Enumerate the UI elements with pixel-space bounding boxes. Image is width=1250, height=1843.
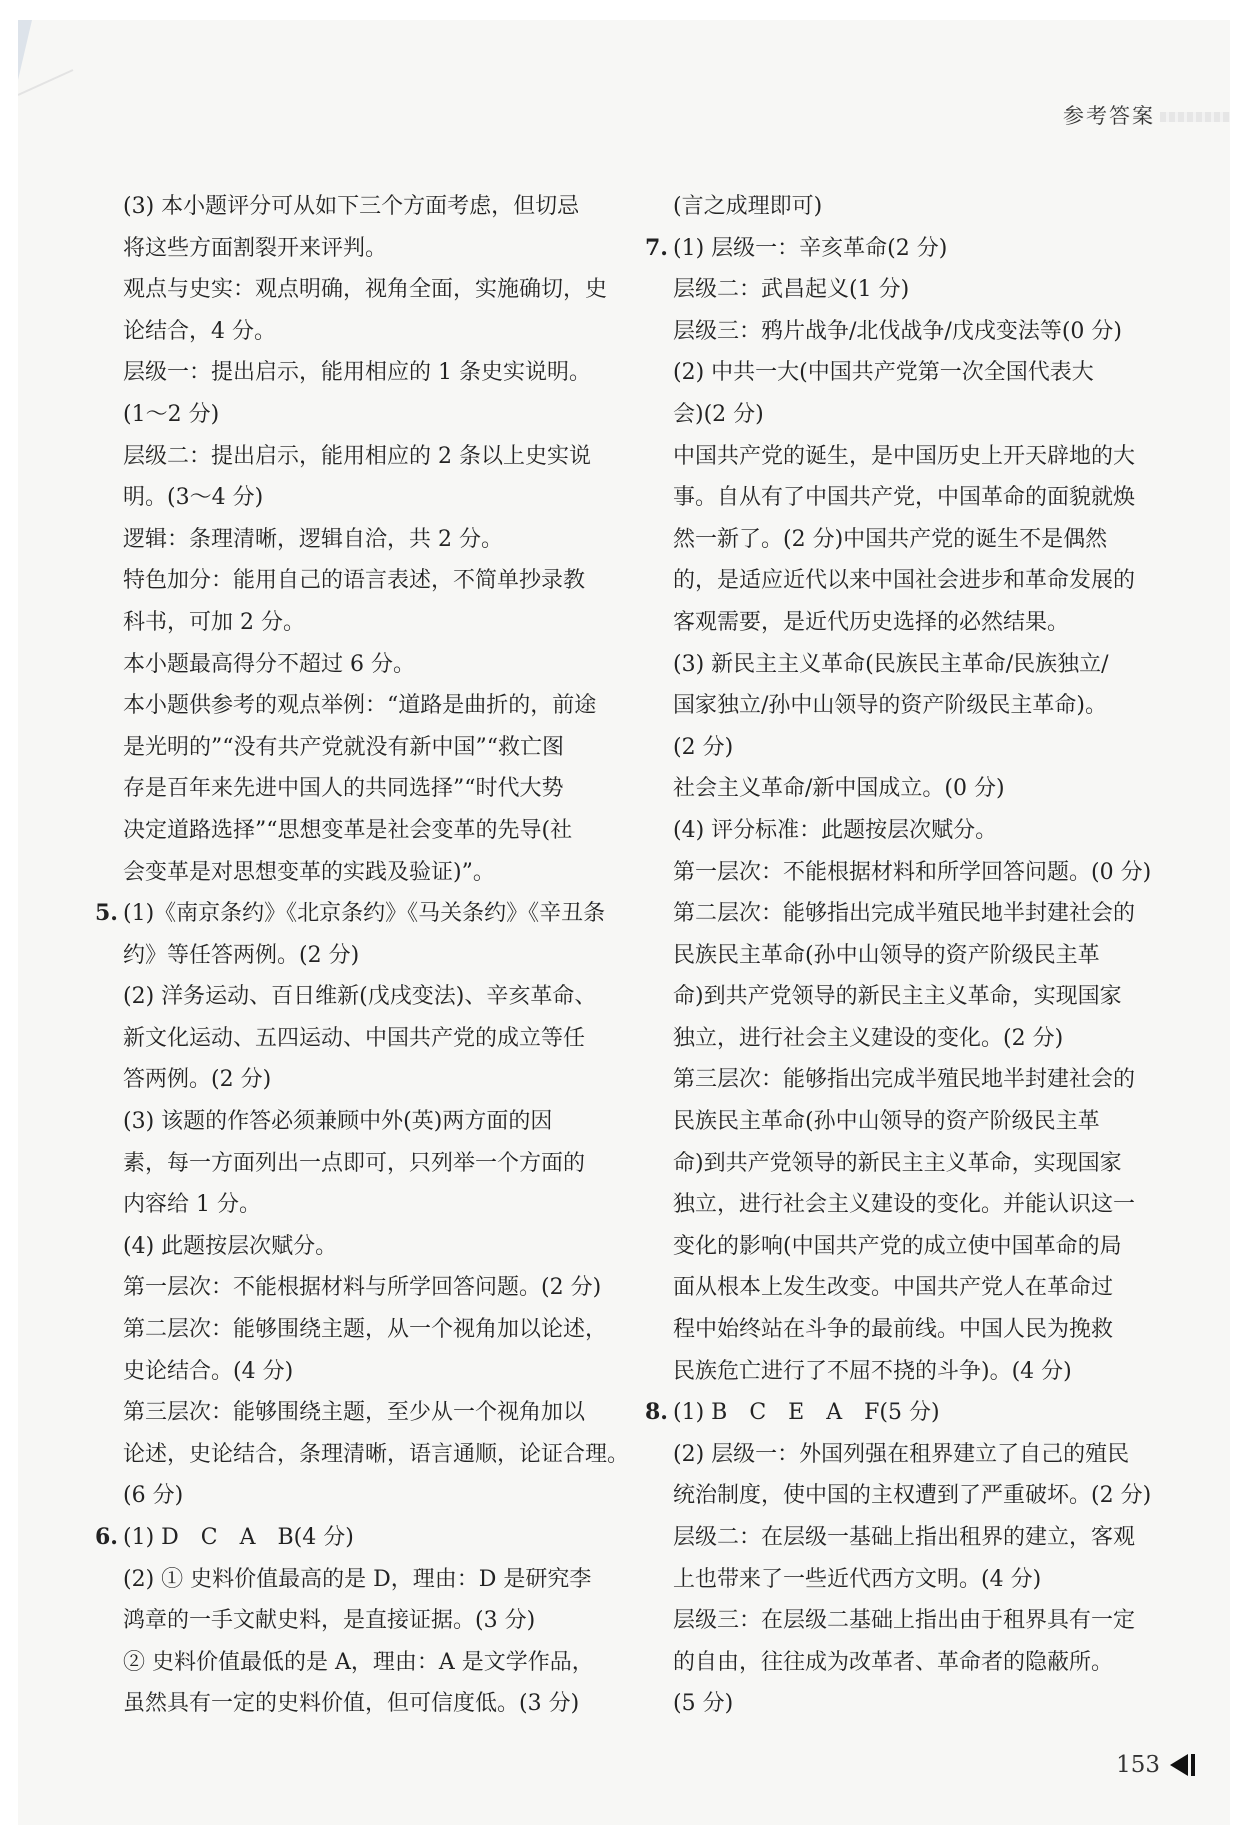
page-arrow-icon bbox=[1170, 1754, 1195, 1776]
answer-line bbox=[645, 477, 1145, 519]
answer-text: 中国共产党的诞生，是中国历史上开天辟地的大 bbox=[673, 443, 1136, 469]
answer-line bbox=[645, 1059, 1145, 1101]
answer-line bbox=[645, 1559, 1145, 1601]
answer-text: (1) B C E A F(5 分) bbox=[673, 1400, 940, 1426]
answer-line bbox=[645, 727, 1145, 769]
answer-line bbox=[95, 352, 595, 394]
answer-text: 本小题最高得分不超过 6 分。 bbox=[123, 651, 415, 677]
answer-text: 程中始终站在斗争的最前线。中国人民为挽救 bbox=[673, 1317, 1114, 1343]
answer-line bbox=[95, 893, 606, 935]
answer-line bbox=[95, 1184, 595, 1226]
answer-text: (3) 本小题评分可从如下三个方面考虑，但切忌 bbox=[123, 194, 580, 219]
answer-text: 论述，史论结合，条理清晰，语言通顺，论证合理。 bbox=[123, 1441, 630, 1467]
answer-text: 第一层次：不能根据材料和所学回答问题。(0 分) bbox=[673, 859, 1152, 885]
answer-line bbox=[95, 852, 595, 894]
page-corner-fold bbox=[18, 20, 78, 100]
answer-line bbox=[645, 768, 1145, 810]
answer-line bbox=[95, 394, 595, 436]
answer-line bbox=[95, 644, 595, 686]
answer-text: (2) 层级一：外国列强在租界建立了自己的殖民 bbox=[673, 1441, 1130, 1467]
answer-line bbox=[645, 352, 1145, 394]
answer-text: 变化的影响(中国共产党的成立使中国革命的局 bbox=[673, 1233, 1122, 1259]
answer-text: 将这些方面割裂开来评判。 bbox=[123, 235, 388, 261]
answer-text: 观点与史实：观点明确，视角全面，实施确切，史 bbox=[123, 277, 608, 303]
answer-text: (1) D C A B(4 分) bbox=[123, 1525, 354, 1550]
answer-line bbox=[95, 1683, 595, 1725]
page-footer bbox=[1116, 1752, 1195, 1778]
answer-text: 第三层次：能够指出完成半殖民地半封建社会的 bbox=[673, 1067, 1136, 1093]
answer-line bbox=[95, 311, 595, 353]
answer-text: 社会主义革命/新中国成立。(0 分) bbox=[673, 776, 1005, 802]
question-number: 5. bbox=[95, 900, 118, 927]
answer-line bbox=[95, 560, 595, 602]
answer-line bbox=[95, 1434, 630, 1476]
answer-line bbox=[645, 1642, 1145, 1684]
answer-text: 第二层次：能够围绕主题，从一个视角加以论述， bbox=[123, 1317, 608, 1343]
answer-line bbox=[95, 1101, 595, 1143]
answer-text: 层级一：提出启示，能用相应的 1 条史实说明。 bbox=[123, 360, 591, 386]
answer-line bbox=[95, 976, 595, 1018]
answer-line bbox=[95, 1392, 595, 1434]
answer-text: 新文化运动、五四运动、中国共产党的成立等任 bbox=[123, 1025, 586, 1051]
page-header-title: 参考答案 bbox=[1063, 104, 1155, 128]
question-number: 7. bbox=[645, 234, 668, 261]
answer-line bbox=[645, 1226, 1145, 1268]
answer-line bbox=[95, 1351, 595, 1393]
answer-text: 史论结合。(4 分) bbox=[123, 1358, 294, 1384]
question-number: 8. bbox=[645, 1399, 668, 1426]
answer-line bbox=[95, 519, 595, 561]
answer-text: 第二层次：能够指出完成半殖民地半封建社会的 bbox=[673, 901, 1136, 927]
answer-line bbox=[645, 1267, 1145, 1309]
answer-line bbox=[645, 1434, 1145, 1476]
answer-line bbox=[95, 685, 595, 727]
answer-line bbox=[95, 1475, 595, 1517]
answer-line bbox=[95, 186, 595, 228]
answer-text: 层级二：武昌起义(1 分) bbox=[673, 277, 910, 303]
answer-line bbox=[645, 810, 1145, 852]
answer-line bbox=[645, 1600, 1145, 1642]
answer-text: 决定道路选择”“思想变革是社会变革的先导(社 bbox=[123, 817, 573, 843]
answer-text: 层级三：鸦片战争/北伐战争/戊戌变法等(0 分) bbox=[673, 318, 1122, 344]
answer-text: 本小题供参考的观点举例：“道路是曲折的，前途 bbox=[123, 693, 597, 719]
answer-line bbox=[95, 1143, 595, 1185]
answer-line bbox=[95, 1309, 608, 1351]
answer-text: 上也带来了一些近代西方文明。(4 分) bbox=[673, 1566, 1042, 1592]
answer-line bbox=[645, 1184, 1145, 1226]
answer-text: 会变革是对思想变革的实践及验证)”。 bbox=[123, 859, 495, 885]
answer-text: (2) 中共一大(中国共产党第一次全国代表大 bbox=[673, 360, 1094, 386]
answer-line bbox=[645, 1101, 1145, 1143]
answer-text: 然一新了。(2 分)中国共产党的诞生不是偶然 bbox=[673, 526, 1108, 552]
answer-line bbox=[645, 228, 1145, 270]
answer-text: 民族民主革命(孙中山领导的资产阶级民主革 bbox=[673, 1109, 1100, 1135]
answer-line bbox=[645, 893, 1145, 935]
answer-text: 明。(3～4 分) bbox=[123, 485, 264, 511]
answer-text: 的，是适应近代以来中国社会进步和革命发展的 bbox=[673, 568, 1136, 594]
answer-text: 素，每一方面列出一点即可，只列举一个方面的 bbox=[123, 1150, 586, 1176]
answer-text: 是光明的”“没有共产党就没有新中国”“救亡图 bbox=[123, 734, 564, 760]
answer-line bbox=[645, 1143, 1145, 1185]
answer-text: ② 史料价值最低的是 A，理由：A 是文学作品， bbox=[123, 1649, 594, 1675]
answer-line bbox=[645, 685, 1145, 727]
answer-text: 逻辑：条理清晰，逻辑自洽，共 2 分。 bbox=[123, 526, 503, 552]
answer-line bbox=[645, 1683, 1145, 1725]
question-number: 6. bbox=[95, 1524, 118, 1550]
answer-text: (3) 该题的作答必须兼顾中外(英)两方面的因 bbox=[123, 1109, 553, 1135]
answer-text: 科书，可加 2 分。 bbox=[123, 609, 305, 635]
answer-text: 存是百年来先进中国人的共同选择”“时代大势 bbox=[123, 776, 564, 802]
answer-text: 命)到共产党领导的新民主主义革命，实现国家 bbox=[673, 984, 1122, 1010]
answer-line bbox=[645, 852, 1152, 894]
answer-text: (6 分) bbox=[123, 1483, 184, 1509]
answer-text: 特色加分：能用自己的语言表述，不简单抄录教 bbox=[123, 568, 586, 594]
answer-line bbox=[95, 727, 595, 769]
left-answer-column bbox=[95, 186, 630, 1725]
answer-line bbox=[645, 519, 1145, 561]
answer-text: 约》等任答两例。(2 分) bbox=[123, 942, 360, 968]
answer-line bbox=[645, 1351, 1145, 1393]
answer-text: 层级三：在层级二基础上指出由于租界具有一定 bbox=[673, 1608, 1136, 1634]
answer-text: 虽然具有一定的史料价值，但可信度低。(3 分) bbox=[123, 1691, 580, 1717]
page-number: 153 bbox=[1116, 1752, 1160, 1778]
answer-text: 民族民主革命(孙中山领导的资产阶级民主革 bbox=[673, 942, 1100, 968]
answer-text: 答两例。(2 分) bbox=[123, 1067, 272, 1093]
answer-line bbox=[645, 186, 1145, 228]
answer-line bbox=[95, 1559, 595, 1601]
answer-text: 内容给 1 分。 bbox=[123, 1192, 261, 1218]
answer-text: 鸿章的一手文献史料，是直接证据。(3 分) bbox=[123, 1608, 536, 1634]
answer-line bbox=[645, 436, 1145, 478]
answer-line bbox=[645, 1309, 1145, 1351]
answer-line bbox=[95, 1059, 595, 1101]
answer-line bbox=[645, 644, 1145, 686]
answer-line bbox=[95, 1267, 602, 1309]
answer-text: 独立，进行社会主义建设的变化。(2 分) bbox=[673, 1025, 1064, 1051]
answer-line bbox=[645, 935, 1145, 977]
answer-text: (言之成理即可) bbox=[673, 194, 823, 219]
answer-line bbox=[645, 602, 1145, 644]
answer-line bbox=[645, 976, 1145, 1018]
answer-line bbox=[645, 560, 1145, 602]
answer-text: 层级二：在层级一基础上指出租界的建立，客观 bbox=[673, 1525, 1136, 1550]
answer-line bbox=[645, 394, 1145, 436]
answer-line bbox=[95, 1600, 595, 1642]
answer-text: 会)(2 分) bbox=[673, 401, 764, 427]
answer-line bbox=[95, 1226, 595, 1268]
answer-line bbox=[95, 1517, 595, 1559]
answer-line bbox=[645, 269, 1145, 311]
answer-line bbox=[95, 810, 595, 852]
answer-text: (4) 此题按层次赋分。 bbox=[123, 1233, 338, 1259]
answer-text: 的自由，往往成为改革者、革命者的隐蔽所。 bbox=[673, 1649, 1114, 1675]
answer-line bbox=[95, 768, 595, 810]
answer-text: 第三层次：能够围绕主题，至少从一个视角加以 bbox=[123, 1400, 586, 1426]
answer-text: 论结合，4 分。 bbox=[123, 318, 276, 344]
answer-text: (2 分) bbox=[673, 734, 734, 760]
answer-line bbox=[645, 311, 1145, 353]
answer-text: 客观需要，是近代历史选择的必然结果。 bbox=[673, 609, 1070, 635]
answer-text: 命)到共产党领导的新民主主义革命，实现国家 bbox=[673, 1150, 1122, 1176]
answer-text: 国家独立/孙中山领导的资产阶级民主革命)。 bbox=[673, 693, 1107, 719]
answer-line bbox=[645, 1392, 1145, 1434]
answer-text: (4) 评分标准：此题按层次赋分。 bbox=[673, 817, 998, 843]
answer-text: (2) ① 史料价值最高的是 D，理由：D 是研究李 bbox=[123, 1566, 592, 1592]
answer-text: (3) 新民主主义革命(民族民主革命/民族独立/ bbox=[673, 651, 1109, 677]
answer-line bbox=[95, 436, 595, 478]
answer-line bbox=[95, 1018, 595, 1060]
answer-line bbox=[95, 477, 595, 519]
answer-text: (1) 层级一：辛亥革命(2 分) bbox=[673, 235, 948, 261]
answer-text: 统治制度，使中国的主权遭到了严重破坏。(2 分) bbox=[673, 1483, 1152, 1509]
answer-line bbox=[645, 1018, 1145, 1060]
answer-line bbox=[95, 602, 595, 644]
answer-text: 层级二：提出启示，能用相应的 2 条以上史实说 bbox=[123, 443, 591, 469]
answer-text: 事。自从有了中国共产党，中国革命的面貌就焕 bbox=[673, 485, 1136, 511]
answer-text: (2) 洋务运动、百日维新(戊戌变法)、辛亥革命、 bbox=[123, 984, 597, 1010]
answer-text: 第一层次：不能根据材料与所学回答问题。(2 分) bbox=[123, 1275, 602, 1301]
answer-line bbox=[95, 1642, 595, 1684]
answer-text: 民族危亡进行了不屈不挠的斗争)。(4 分) bbox=[673, 1358, 1072, 1384]
answer-text: 面从根本上发生改变。中国共产党人在革命过 bbox=[673, 1275, 1114, 1301]
answer-line bbox=[95, 935, 595, 977]
answer-line bbox=[645, 1475, 1152, 1517]
answer-text: 独立，进行社会主义建设的变化。并能认识这一 bbox=[673, 1192, 1136, 1218]
answer-line bbox=[95, 269, 608, 311]
answer-line bbox=[95, 228, 595, 270]
answer-line bbox=[645, 1517, 1145, 1559]
header-decoration-bar bbox=[1160, 112, 1230, 122]
answer-text: (1)《南京条约》《北京条约》《马关条约》《辛丑条 bbox=[123, 901, 606, 927]
answer-text: (5 分) bbox=[673, 1691, 734, 1717]
answer-text: (1～2 分) bbox=[123, 401, 220, 427]
right-answer-column bbox=[645, 186, 1152, 1725]
